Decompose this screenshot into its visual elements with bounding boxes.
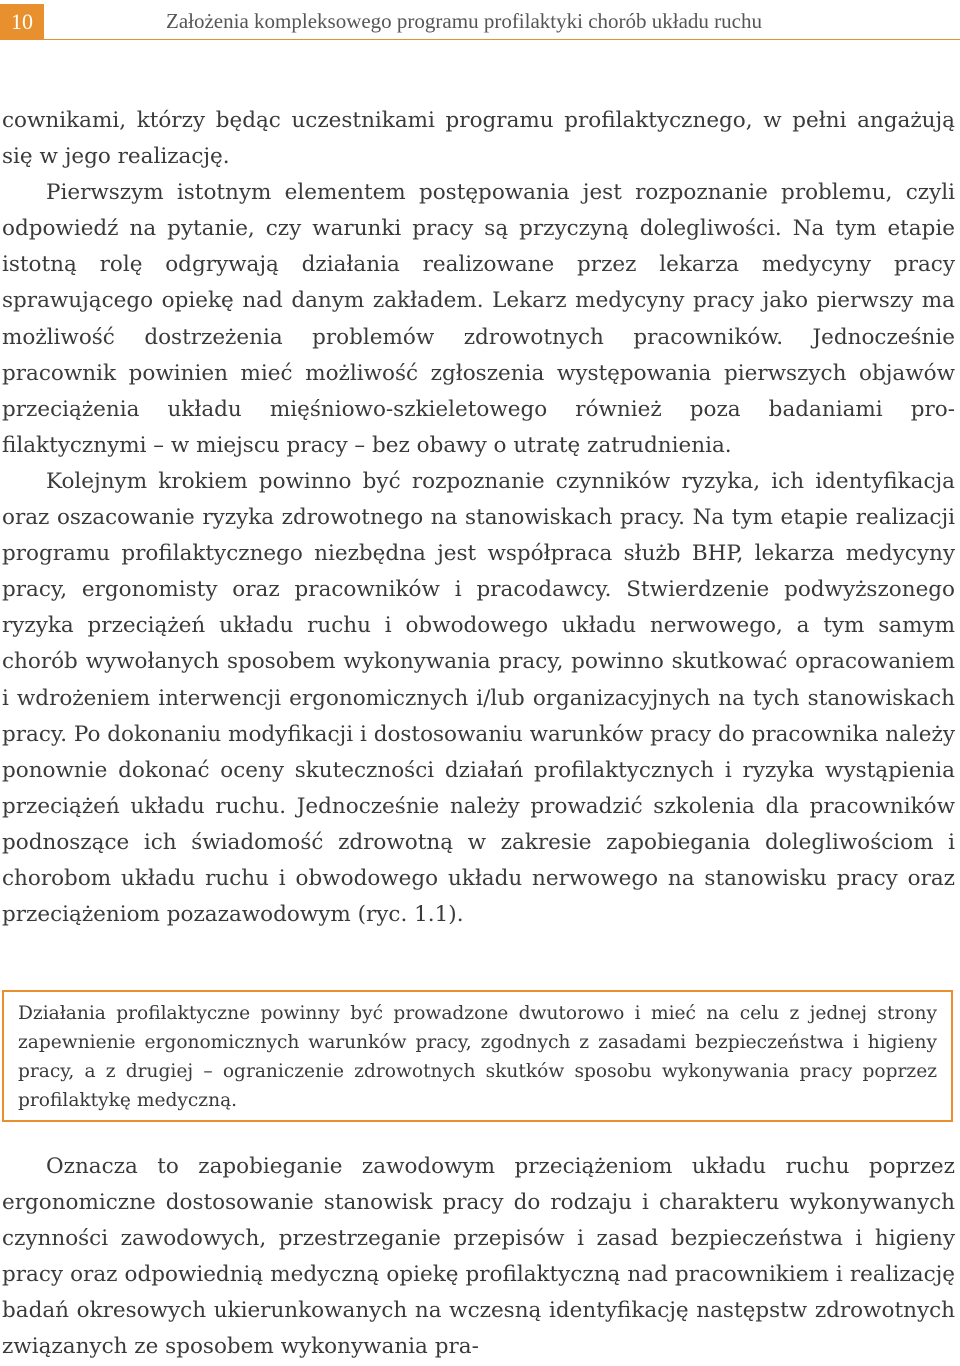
header-divider xyxy=(44,39,960,40)
callout-box xyxy=(2,990,953,1122)
page-number: 10 xyxy=(0,4,44,40)
running-title: Założenia kompleksowego programu profilaktyki chorób układu ruchu xyxy=(166,9,762,33)
page-header xyxy=(0,0,960,44)
lower-text xyxy=(2,1149,955,1366)
body-paragraph-4: Oznacza to zapobieganie zawodowym przeciążeniom układu ruchu poprzez ergonomiczne dostosowanie stanowisk pracy do rodzaju i charakteru wykonywanych czynności zawodowych, przestrzeganie przepisów i zasad bezpieczeństwa i higieny pracy oraz odpowiednią medyczną opiekę profilaktyczną nad pracownikiem i realizację badań okresowych ukierunkowanych na wczesną identyfikację następstw zdrowotnych związanych ze sposobem wykonywania pra- xyxy=(2,1154,955,1360)
callout-text: Działania profilaktyczne powinny być prowadzone dwutorowo i mieć na celu z jednej strony zapewnienie ergonomicznych warunków pracy, zgodnych z zasadami bezpieczeństwa i higieny pracy, a z drugiej – ograniczenie zdrowotnych skutków sposobu wykonywania pracy poprzez profilaktykę medyczną. xyxy=(18,1003,937,1111)
body-paragraph-1: cownikami, którzy będąc uczestnikami programu profilaktycznego, w pełni angażują się w jego realizację. xyxy=(2,108,955,170)
body-paragraph-2: Pierwszym istotnym elementem postępowania jest rozpoznanie problemu, czyli odpowiedź na pytanie, czy warunki pracy są przyczyną dolegliwości. Na tym etapie istotną rolę odgrywają działania realizowane przez lekarza medycyny pracy sprawującego opiekę nad danym zakładem. Lekarz medycyny pracy jako pierwszy ma możliwość dostrzeżenia problemów zdrowotnych pracowników. Jednocześnie pracownik powinien mieć możliwość zgłoszenia występowania pierwszych objawów przeciążenia układu mięśniowo-szkieletowego również poza badaniami profilaktycznymi – w miejscu pracy – bez obawy o utratę zatrudnienia. xyxy=(2,180,955,458)
main-text xyxy=(2,103,955,933)
body-paragraph-3: Kolejnym krokiem powinno być rozpoznanie czynników ryzyka, ich identyfikacja oraz oszacowanie ryzyka zdrowotnego na stanowiskach pracy. Na tym etapie realizacji programu profilaktycznego niezbędna jest współpraca służb BHP, lekarza medycyny pracy, ergonomisty oraz pracowników i pracodawcy. Stwierdzenie podwyższonego ryzyka przeciążeń układu ruchu i obwodowego układu nerwowego, a tym samym chorób wywołanych sposobem wykonywania pracy, powinno skutkować opracowaniem i wdrożeniem interwencji ergonomicznych i/lub organizacyjnych na tych stanowiskach pracy. Po dokonaniu modyfikacji i dostosowaniu warunków pracy do pracownika należy ponownie dokonać oceny skuteczności działań profilaktycznych i ryzyka wystąpienia przeciążeń układu ruchu. Jednocześnie należy prowadzić szkolenia dla pracowników podnoszące ich świadomość zdrowotną w zakresie zapobiegania dolegliwościom i chorobom układu ruchu i obwodowego układu nerwowego na stanowisku pracy oraz przeciążeniom pozazawodowym (ryc. 1.1). xyxy=(2,468,955,928)
